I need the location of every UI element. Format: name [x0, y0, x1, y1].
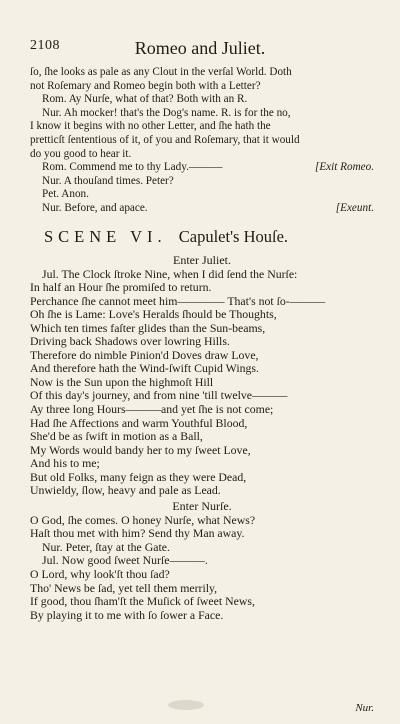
verse-line: Oh ſhe is Lame: Love's Heralds ſhould be Thoughts,	[30, 307, 277, 322]
verse-line: Now is the Sun upon the highmoſt Hill	[30, 374, 214, 389]
prose-line: pretticſt ſententious of it, of you and Roſemary, that it would	[30, 133, 300, 146]
exit-direction: [Exeunt.	[335, 201, 374, 214]
verse-line: Therefore do nimble Pinion'd Doves draw Love,	[30, 347, 259, 362]
verse-line: By playing it to me with ſo ſower a Face.	[30, 607, 224, 622]
verse-line: If good, thou ſham'ſt the Muſick of ſweet News,	[30, 594, 255, 609]
running-head: Romeo and Juliet.	[134, 38, 266, 58]
verse-line: She'd be as ſwift in motion as a Ball,	[30, 429, 203, 444]
verse-line: Jul. The Clock ſtroke Nine, when I did ſend the Nurſe:	[42, 266, 298, 281]
page-number: 2108	[30, 38, 60, 53]
verse-block	[30, 268, 374, 498]
scene-heading	[30, 226, 374, 248]
page-header	[30, 38, 370, 62]
dialogue-text: Pet. Anon.	[42, 188, 89, 201]
verse-line: O God, ſhe comes. O honey Nurſe, what News?	[30, 512, 256, 527]
verse-line: And his to me;	[30, 456, 100, 471]
verse-line: Haſt thou met with him? Send thy Man away.	[30, 526, 245, 541]
prose-line: Rom. Ay Nurſe, what of that? Both with an R.	[42, 93, 248, 106]
verse-line: But old Folks, many feign as they were Dead,	[30, 469, 247, 484]
prose-line: ſo, ſhe looks as pale as any Clout in the verſal World. Doth	[30, 66, 292, 78]
scene-place: Capulet's Houſe.	[178, 226, 289, 246]
verse-line: Unwieldy, ſlow, heavy and pale as Lead.	[30, 483, 221, 498]
verse-line: Tho' News be ſad, yet tell them merrily,	[30, 580, 218, 595]
verse-line: Of this day's journey, and from nine 'till twelve———	[30, 388, 288, 403]
prose-line: do you good to hear it.	[30, 147, 132, 160]
verse-line: Had ſhe Affections and warm Youthful Blood,	[30, 415, 248, 430]
scene-label: SCENE VI.	[44, 226, 167, 246]
dialogue-text: Nur. A thouſand times. Peter?	[42, 174, 174, 187]
page-body	[30, 66, 374, 622]
verse-block	[30, 514, 374, 622]
dialogue-text: Nur. Before, and apace.	[42, 201, 148, 214]
verse-line: Jul. Now good ſweet Nurſe———.	[42, 553, 208, 568]
verse-line: O Lord, why look'ſt thou ſad?	[30, 567, 170, 582]
verse-line: My Words would bandy her to my ſweet Love,	[30, 442, 251, 457]
dialogue-line	[30, 202, 374, 216]
stage-direction: Enter Nurſe.	[172, 498, 232, 513]
verse-line: Driving back Shadows over lowring Hills.	[30, 334, 230, 349]
verse-line: Nur. Peter, ſtay at the Gate.	[42, 539, 170, 554]
dialogue-text: Rom. Commend me to thy Lady.———	[42, 161, 223, 174]
prose-line: Nur. Ah mocker! that's the Dog's name. R. is for the no,	[42, 106, 291, 119]
catchword: Nur.	[355, 702, 374, 714]
prose-line: not Roſemary and Romeo begin both with a Letter?	[30, 79, 261, 92]
prose-line: I know it begins with no other Letter, and ſhe hath the	[30, 120, 271, 133]
dialogue-line	[30, 188, 374, 202]
exit-direction: [Exit Romeo.	[314, 161, 374, 174]
dialogue-line	[30, 161, 374, 175]
verse-line: In half an Hour ſhe promiſed to return.	[30, 280, 212, 295]
verse-line: And therefore hath the Wind-ſwift Cupid Wings.	[30, 361, 259, 376]
paper-stain	[168, 700, 204, 710]
verse-line: Which ten times faſter glides than the Sun-beams,	[30, 320, 266, 335]
dialogue-line	[30, 175, 374, 189]
stage-direction: Enter Juliet.	[173, 252, 231, 267]
verse-line: Perchance ſhe cannot meet him———— That's not ſo-———	[30, 293, 326, 308]
verse-line: Ay three long Hours———and yet ſhe is not come;	[30, 402, 274, 416]
